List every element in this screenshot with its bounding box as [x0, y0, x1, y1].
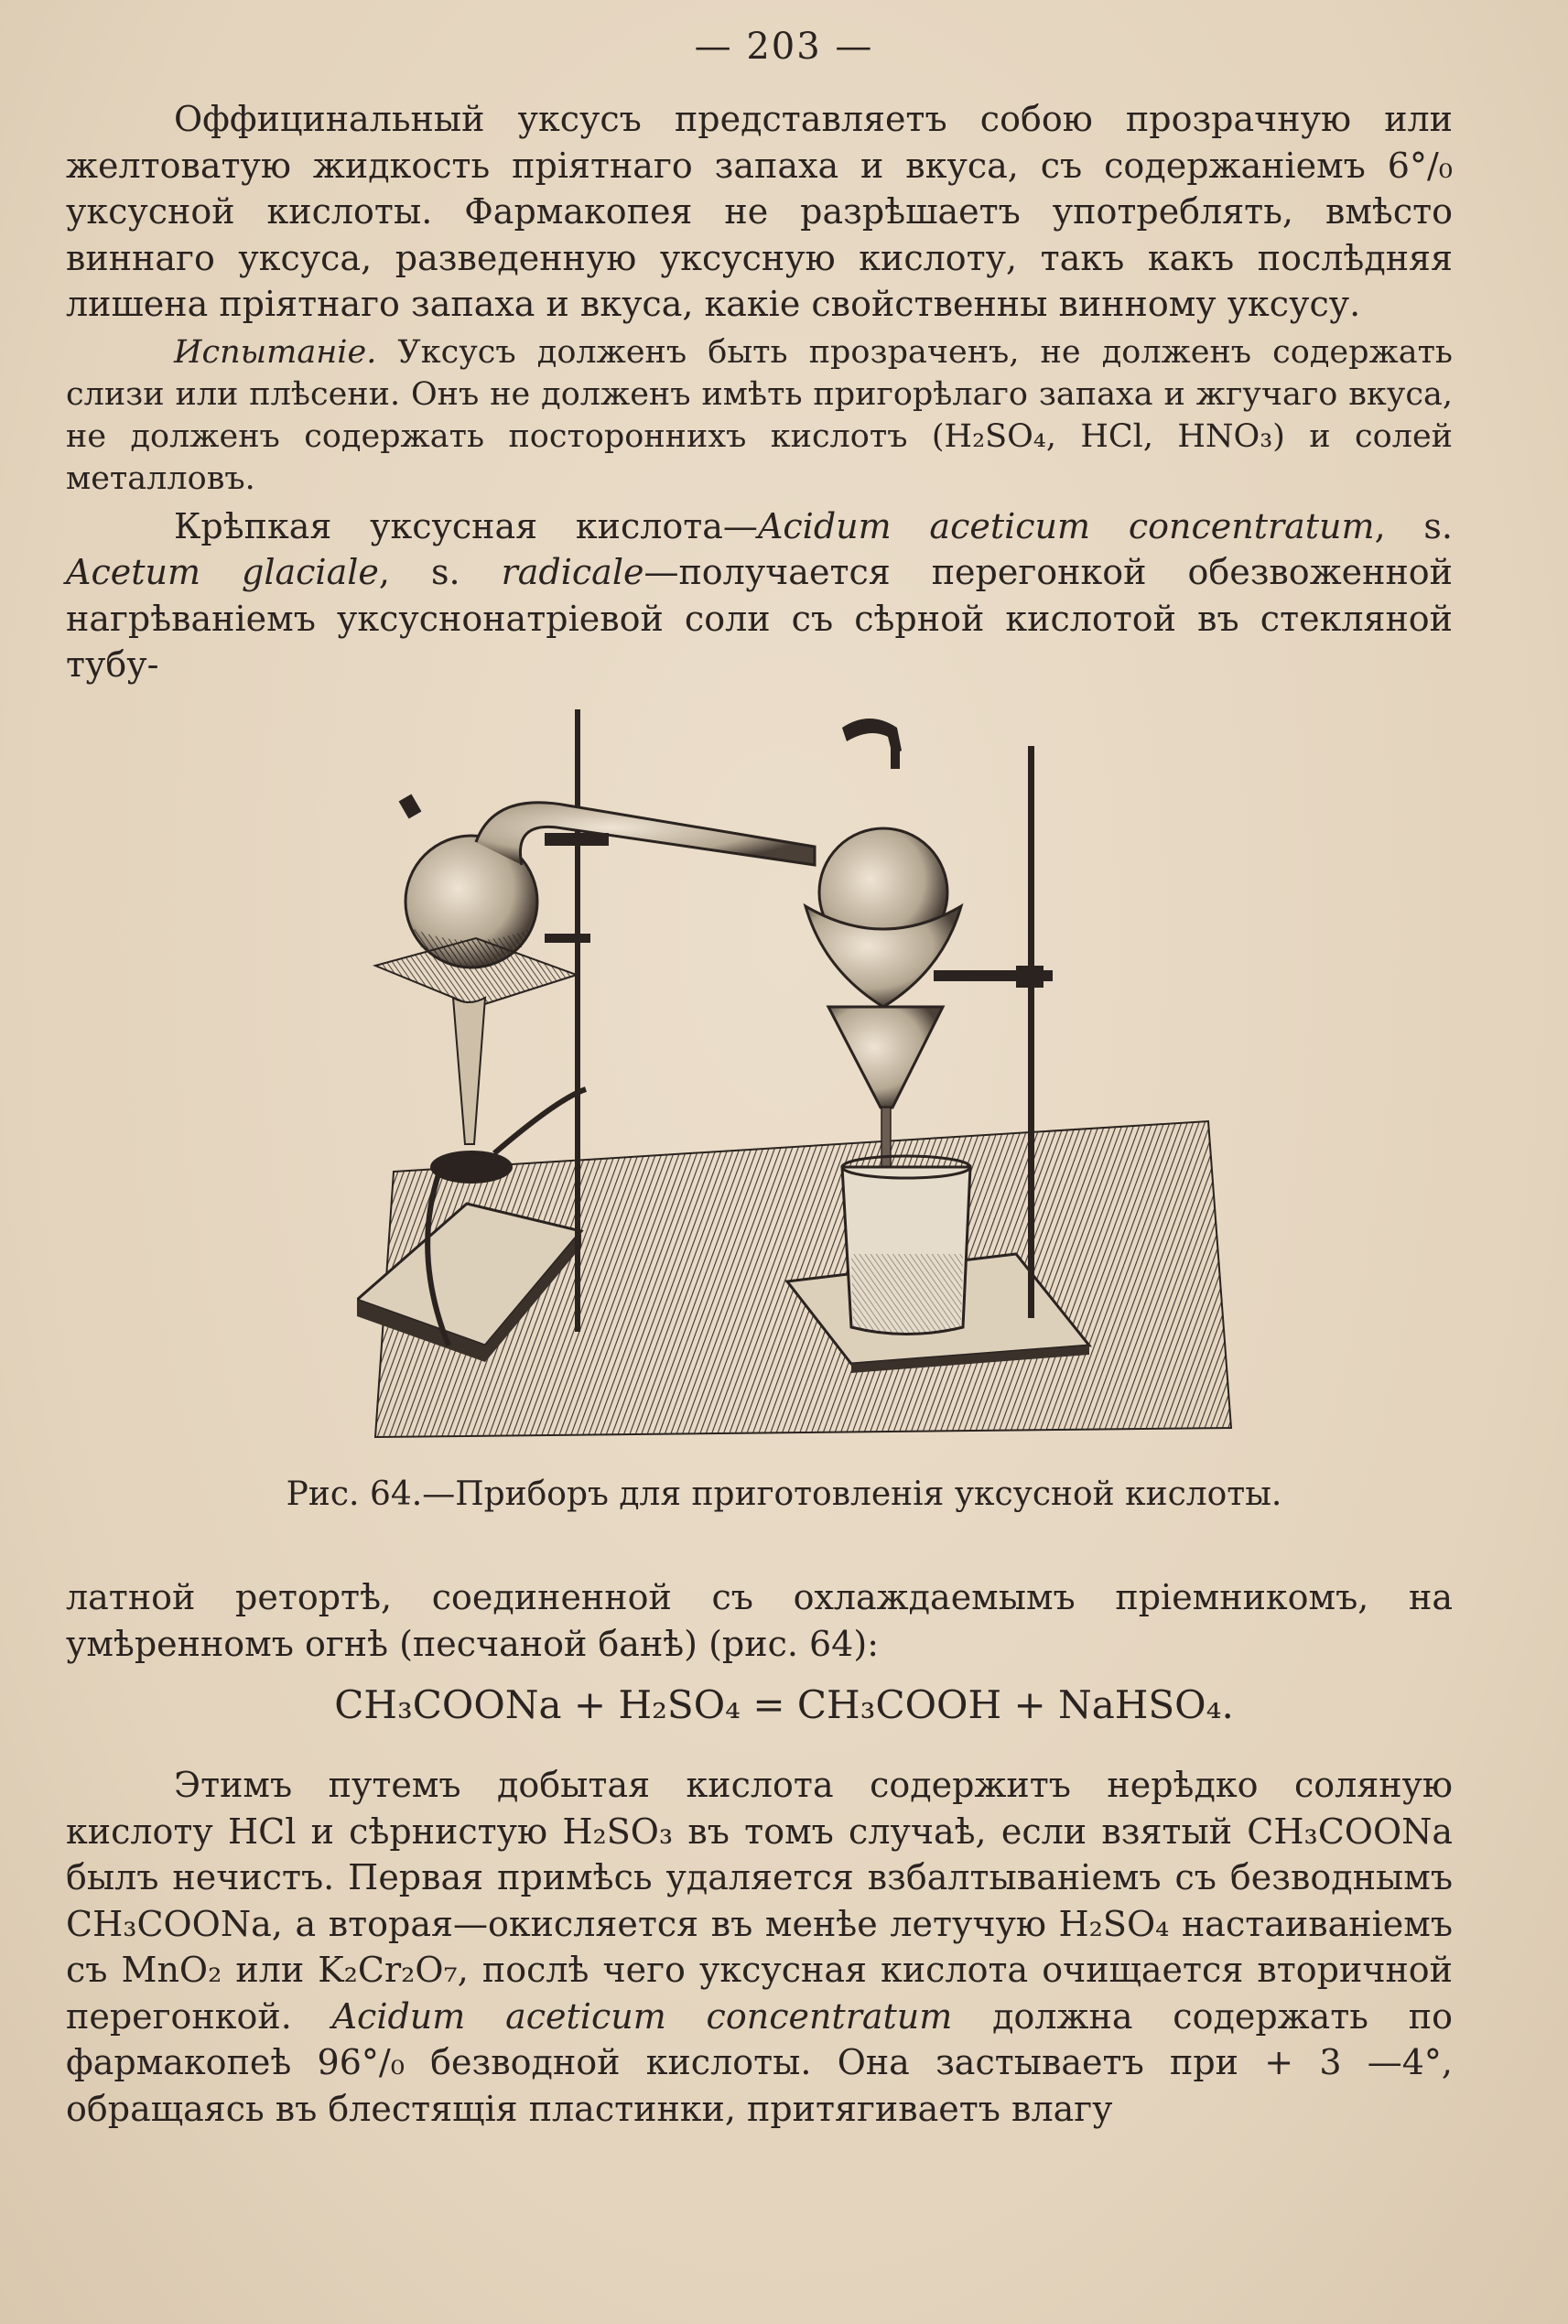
- page-number: — 203 —: [694, 26, 874, 68]
- left-stand-rod: [575, 709, 580, 1332]
- test-label: Испытаніе.: [174, 333, 377, 371]
- acid-intro: Крѣпкая уксусная кислота—: [174, 505, 758, 546]
- test-text: Уксусъ долженъ быть прозраченъ, не долженъ содержать слизи или плѣсени. Онъ не долженъ имѣть пригорѣлаго запаха и жгучаго вкуса, не долженъ содержать постороннихъ кислотъ (H₂SO₄, HCl, HNO₃) и солей металловъ.: [66, 333, 1453, 497]
- purification-rest: должна содержать по фармакопеѣ 96°/₀ безводной кислоты. Она застываетъ при + 3 —4°, обращаясь въ блестящія пластинки, притягиваетъ влагу: [66, 1995, 1453, 2129]
- chemical-equation: CH₃COONa + H₂SO₄ = CH₃COOH + NaHSO₄.: [334, 1682, 1234, 1727]
- latin-name-3: radicale: [501, 552, 644, 592]
- latin-name-2: Acetum glaciale: [66, 552, 379, 592]
- separator-2: , s.: [378, 552, 502, 592]
- text-block-top: [66, 96, 1453, 688]
- latin-name-1: Acidum aceticum concentratum: [757, 505, 1375, 546]
- paragraph-test: [66, 331, 1453, 500]
- purification-text: Этимъ путемъ добытая кислота содержитъ нерѣдко соляную кислоту HCl и сѣрнистую H₂SO₃ въ томъ случаѣ, если взятый CH₃COONa былъ нечистъ. Первая примѣсь удаляется взбалтываніемъ съ безводнымъ CH₃COONa, а вторая—окисляется въ менѣе летучую H₂SO₄ настаиваніемъ съ MnO₂ или K₂Cr₂O₇, послѣ чего уксусная кислота очищается вторичной перегонкой.: [66, 1765, 1453, 2037]
- paragraph-purification: [66, 1762, 1453, 2132]
- paragraph-vinegar: Оффицинальный уксусъ представляетъ собою прозрачную или желтоватую жидкость пріятнаго запаха и вкуса, съ содержаніемъ 6°/₀ уксусной кислоты. Фармакопея не разрѣшаетъ употреблять, вмѣсто виннаго уксуса, разведенную уксусную кислоту, такъ какъ послѣдняя лишена пріятнаго запаха и вкуса, какіе свойственны винному уксусу.: [66, 99, 1453, 324]
- paragraph-acid: [66, 503, 1453, 688]
- retort-neck: [476, 803, 815, 865]
- funnel: [828, 1007, 943, 1108]
- gas-burner: [453, 998, 485, 1144]
- text-block-bottom: [66, 1762, 1453, 2132]
- figure-caption: Рис. 64.—Приборъ для приготовленія уксусной кислоты.: [286, 1475, 1282, 1513]
- right-stand-rod: [1028, 746, 1034, 1318]
- left-clamp: [545, 833, 609, 846]
- separator-1: , s.: [1374, 505, 1453, 546]
- latin-name-4: Acidum aceticum concentratum: [331, 1995, 953, 2037]
- acid-rest: —получается перегонкой обезвоженной нагрѣваніемъ уксуснонатріевой соли съ сѣрной кислотой въ стекляной тубу-: [66, 552, 1453, 685]
- text-block-middle: [66, 1574, 1453, 1667]
- wire-gauze: [375, 938, 577, 1007]
- retort-stopper: [399, 794, 422, 818]
- distillation-apparatus-illustration: [357, 705, 1236, 1446]
- paragraph-retort: латной ретортѣ, соединенной съ охлаждаемымъ пріемникомъ, на умѣренномъ огнѣ (песчаной банѣ) (рис. 64):: [66, 1577, 1453, 1664]
